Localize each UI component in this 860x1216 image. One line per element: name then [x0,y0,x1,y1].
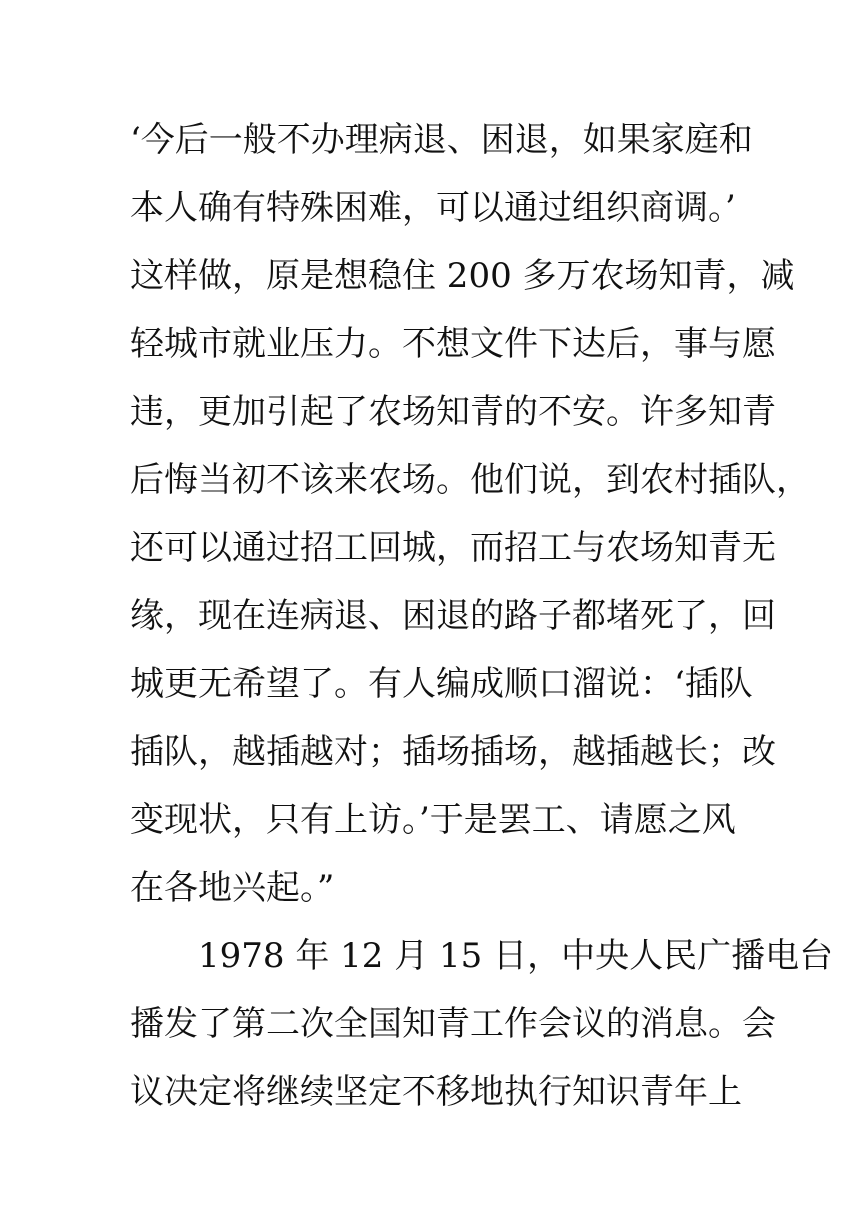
text-line: 1978 年 12 月 15 日，中央人民广播电台 [130,936,834,976]
body-text [130,106,834,1126]
text-line: ‘今后一般不办理病退、困退，如果家庭和 [130,120,753,160]
text-line: 在各地兴起。” [130,868,335,908]
text-line: 违，更加引起了农场知青的不安。许多知青 [130,392,776,432]
text-line: 议决定将继续坚定不移地执行知识青年上 [130,1072,742,1112]
text-line: 缘，现在连病退、困退的路子都堵死了，回 [130,596,776,636]
text-line: 这样做，原是想稳住 200 多万农场知青，减 [130,256,795,296]
text-line: 城更无希望了。有人编成顺口溜说：‘插队 [130,664,753,704]
text-line: 轻城市就业压力。不想文件下达后，事与愿 [130,324,776,364]
text-line: 还可以通过招工回城，而招工与农场知青无 [130,528,776,568]
text-line: 本人确有特殊困难，可以通过组织商调。’ [130,188,736,228]
text-line: 变现状，只有上访。’于是罢工、请愿之风 [130,800,736,840]
text-line: 插队，越插越对；插场插场，越插越长；改 [130,732,776,772]
text-line: 播发了第二次全国知青工作会议的消息。会 [130,1004,776,1044]
text-line: 后悔当初不该来农场。他们说，到农村插队， [130,460,810,500]
